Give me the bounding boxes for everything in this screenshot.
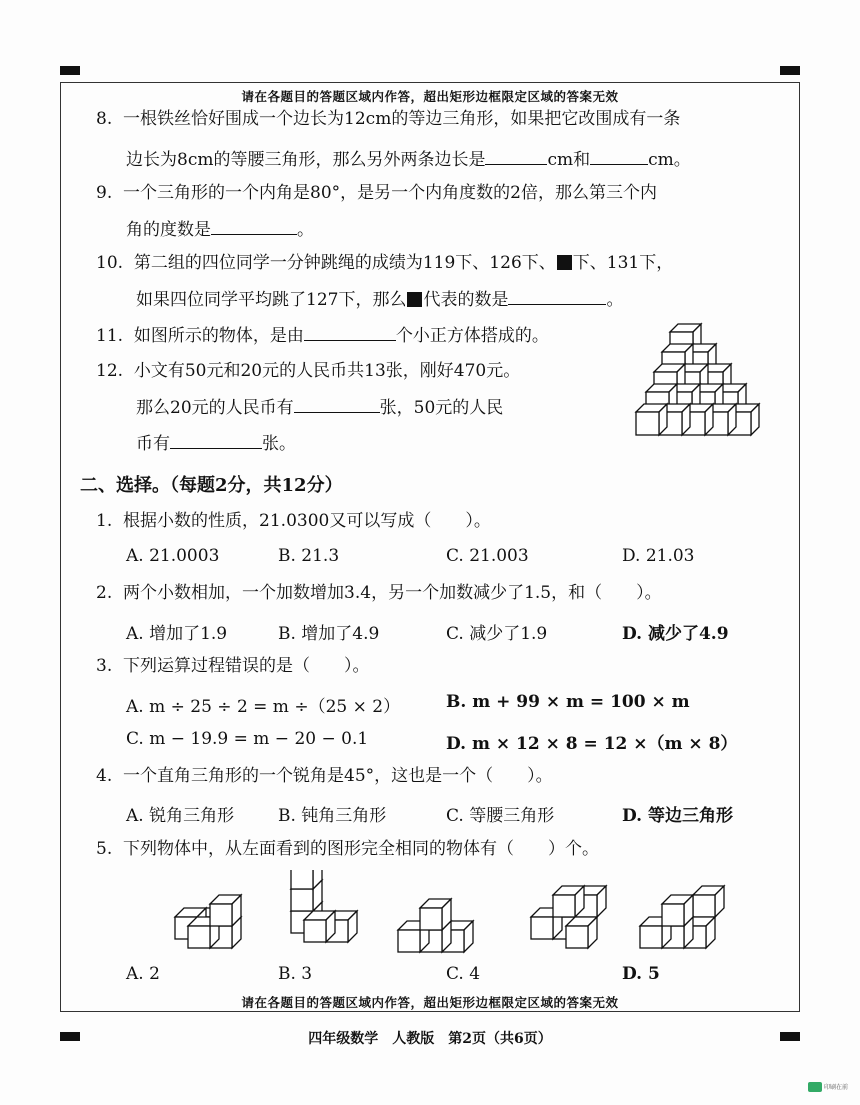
question-number: 8. bbox=[96, 109, 113, 129]
question-9-line2: 角的度数是 。 bbox=[126, 220, 314, 240]
question-12-line2: 那么20元的人民币有 张，50元的人民 bbox=[136, 398, 504, 418]
publisher-logo-text: 印刷在前 bbox=[824, 1084, 849, 1091]
question-12-line3: 币有 张。 bbox=[136, 434, 296, 454]
cube-figure-1 bbox=[160, 876, 270, 956]
question-10-line1: 10. 第二组的四位同学一分钟跳绳的成绩为119下、126下、 下、131下， bbox=[96, 253, 674, 273]
answer-blank[interactable] bbox=[590, 148, 648, 165]
question-8-line2: 边长为8cm的等腰三角形，那么另外两条边长是 cm和 cm。 bbox=[126, 150, 691, 170]
choice-5-option-a[interactable]: A. 2 bbox=[126, 964, 160, 984]
question-8-line1: 8. 一根铁丝恰好围成一个边长为12cm的等边三角形，如果把它改围成有一条 bbox=[96, 109, 681, 129]
question-12-line1: 12. 小文有50元和20元的人民币共13张，刚好470元。 bbox=[96, 361, 521, 381]
choice-3-option-c[interactable]: C. m − 19.9 = m − 20 − 0.1 bbox=[126, 729, 369, 749]
choice-1-option-a[interactable]: A. 21.0003 bbox=[126, 546, 220, 566]
choice-5-option-b[interactable]: B. 3 bbox=[278, 964, 313, 984]
choice-2-option-b[interactable]: B. 增加了4.9 bbox=[278, 624, 380, 644]
black-square-icon bbox=[557, 255, 572, 270]
question-10-line2: 如果四位同学平均跳了127下，那么 代表的数是 。 bbox=[136, 290, 624, 310]
choice-3-option-a[interactable]: A. m ÷ 25 ÷ 2 = m ÷（25 × 2） bbox=[126, 697, 401, 717]
answer-blank[interactable] bbox=[211, 218, 297, 235]
cube-figure-4 bbox=[516, 876, 626, 956]
cube-figure-3 bbox=[392, 880, 502, 960]
question-number: 10. bbox=[96, 253, 124, 273]
choice-1-option-c[interactable]: C. 21.003 bbox=[446, 546, 529, 566]
question-9-line1: 9. 一个三角形的一个内角是80°，是另一个内角度数的2倍，那么第三个内 bbox=[96, 183, 657, 203]
choice-4-option-d[interactable]: D. 等边三角形 bbox=[622, 806, 733, 826]
question-11-line1: 11. 如图所示的物体，是由 个小正方体搭成的。 bbox=[96, 326, 549, 346]
black-square-icon bbox=[407, 292, 422, 307]
choice-3-stem: 3. 下列运算过程错误的是（ ）。 bbox=[96, 656, 370, 676]
section-2-title: 二、选择。（每题2分，共12分） bbox=[80, 475, 343, 496]
choice-5-option-d[interactable]: D. 5 bbox=[622, 964, 660, 984]
answer-blank[interactable] bbox=[508, 288, 606, 305]
choice-2-option-d[interactable]: D. 减少了4.9 bbox=[622, 624, 729, 644]
choice-1-option-b[interactable]: B. 21.3 bbox=[278, 546, 340, 566]
answer-blank[interactable] bbox=[485, 148, 547, 165]
cube-figure-5 bbox=[634, 876, 744, 956]
choice-4-option-a[interactable]: A. 锐角三角形 bbox=[126, 806, 235, 826]
registration-mark-tl bbox=[60, 66, 80, 75]
choice-4-stem: 4. 一个直角三角形的一个锐角是45°，这也是一个（ ）。 bbox=[96, 766, 553, 786]
question-number: 9. bbox=[96, 183, 113, 203]
choice-4-option-b[interactable]: B. 钝角三角形 bbox=[278, 806, 387, 826]
choice-2-option-c[interactable]: C. 减少了1.9 bbox=[446, 624, 548, 644]
cube-figure-2 bbox=[276, 870, 386, 950]
choice-5-option-c[interactable]: C. 4 bbox=[446, 964, 481, 984]
page-footer: 四年级数学 人教版 第2页（共6页） bbox=[308, 1031, 552, 1047]
answer-blank[interactable] bbox=[170, 432, 262, 449]
footer-note: 请在各题目的答题区域内作答，超出矩形边框限定区域的答案无效 bbox=[241, 995, 619, 1010]
answer-blank[interactable] bbox=[304, 324, 396, 341]
choice-1-option-d[interactable]: D. 21.03 bbox=[622, 546, 695, 566]
choice-3-option-b[interactable]: B. m + 99 × m = 100 × m bbox=[446, 692, 690, 712]
answer-blank[interactable] bbox=[294, 396, 380, 413]
publisher-logo-icon bbox=[808, 1082, 822, 1092]
header-note: 请在各题目的答题区域内作答，超出矩形边框限定区域的答案无效 bbox=[241, 89, 619, 104]
choice-3-option-d[interactable]: D. m × 12 × 8 = 12 ×（m × 8） bbox=[446, 734, 738, 754]
choice-4-option-c[interactable]: C. 等腰三角形 bbox=[446, 806, 555, 826]
cube-pyramid-figure bbox=[632, 322, 782, 442]
choice-2-option-a[interactable]: A. 增加了1.9 bbox=[126, 624, 228, 644]
question-number: 11. bbox=[96, 326, 124, 346]
choice-2-stem: 2. 两个小数相加，一个加数增加3.4，另一个加数减少了1.5，和（ ）。 bbox=[96, 583, 662, 603]
choice-1-stem: 1. 根据小数的性质，21.0300又可以写成（ ）。 bbox=[96, 511, 491, 531]
registration-mark-tr bbox=[780, 66, 800, 75]
question-number: 12. bbox=[96, 361, 124, 381]
choice-5-stem: 5. 下列物体中，从左面看到的图形完全相同的物体有（ ）个。 bbox=[96, 839, 600, 859]
